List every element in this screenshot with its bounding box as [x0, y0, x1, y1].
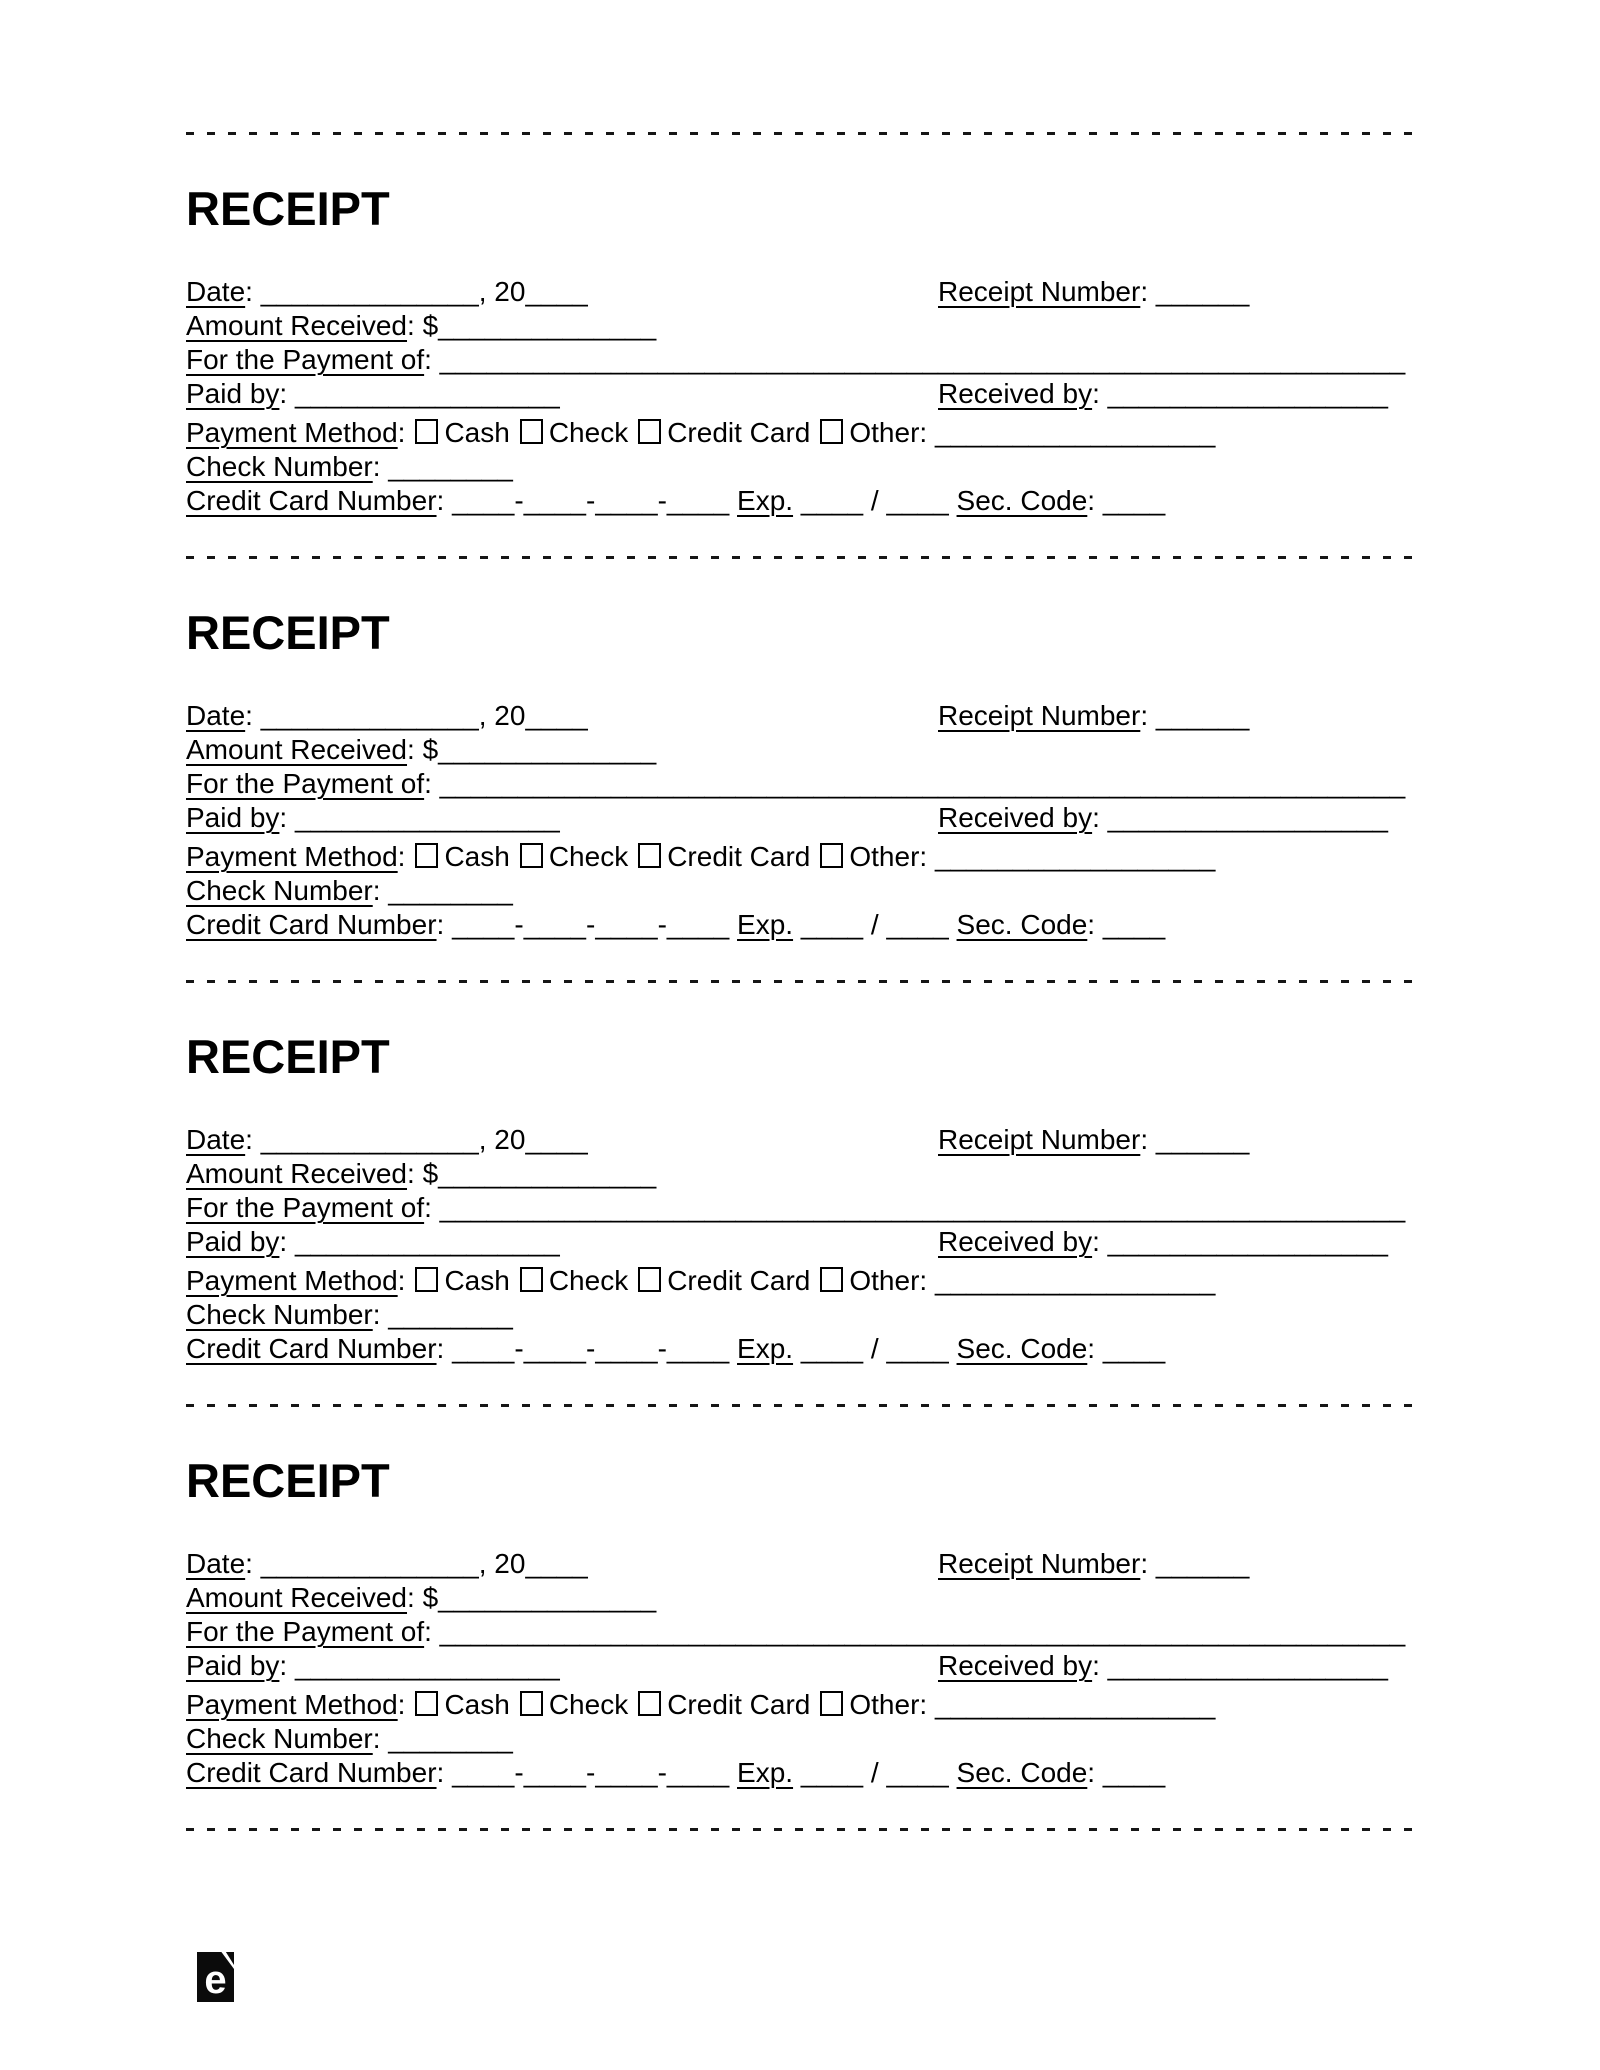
sec-code-blank-field[interactable]: ____: [1102, 1757, 1166, 1788]
other-checkbox[interactable]: [820, 1267, 843, 1292]
label-colon: :: [436, 1333, 445, 1364]
payment-of-blank-field[interactable]: ______________________________________________________________: [439, 1192, 1406, 1223]
paid-by-blank-field[interactable]: _________________: [294, 378, 560, 409]
other-checkbox[interactable]: [820, 1691, 843, 1716]
check-number-row: [186, 1298, 1400, 1332]
method-option-other-label: Other:: [849, 1265, 928, 1296]
sec-code-label: Sec. Code: [956, 909, 1088, 940]
payment-of-row: [186, 1615, 1406, 1649]
method-option-other-label: Other:: [849, 417, 928, 448]
method-option-check: Check: [548, 841, 629, 872]
label-colon: :: [397, 1689, 406, 1720]
receipt-number-group: [938, 699, 1249, 733]
credit-card-checkbox[interactable]: [638, 419, 661, 444]
received-by-blank-field[interactable]: __________________: [1107, 802, 1388, 833]
method-option-other-label: Other:: [849, 841, 928, 872]
label-colon: :: [424, 1192, 432, 1223]
check-number-label: Check Number: [186, 1723, 373, 1754]
receipt-number-group: [938, 1547, 1249, 1581]
method-option-check: Check: [548, 1689, 629, 1720]
method-option-cash: Cash: [444, 841, 510, 872]
other-blank-field[interactable]: __________________: [934, 1265, 1216, 1296]
receipt-number-blank-field[interactable]: ______: [1155, 1124, 1250, 1155]
label-colon: :: [1140, 700, 1149, 731]
exp-label: Exp.: [737, 1757, 794, 1788]
receipt-number-blank-field[interactable]: ______: [1155, 276, 1250, 307]
receipt-list: [186, 132, 1414, 1828]
label-colon: :: [279, 802, 288, 833]
receipt-number-label: Receipt Number: [938, 276, 1141, 307]
currency-symbol: $: [422, 734, 439, 765]
received-by-blank-field[interactable]: __________________: [1107, 1650, 1388, 1681]
date-row: [186, 1123, 1400, 1157]
label-colon: :: [279, 1226, 288, 1257]
label-colon: :: [245, 1124, 253, 1155]
year-blank-field[interactable]: ____: [525, 1548, 588, 1579]
check-number-blank-field[interactable]: ________: [388, 1723, 513, 1754]
label-colon: :: [397, 417, 406, 448]
year-blank-field[interactable]: ____: [525, 700, 588, 731]
date-blank-field[interactable]: ______________: [260, 1124, 479, 1155]
logo-letter: e: [204, 1958, 227, 2002]
eforms-logo: [197, 1952, 234, 2002]
label-colon: :: [245, 276, 253, 307]
exp-year-blank-field[interactable]: ____: [886, 909, 949, 940]
credit-card-blank-field[interactable]: ____-____-____-____: [452, 485, 730, 516]
label-colon: :: [397, 841, 406, 872]
date-label: Date: [186, 700, 246, 731]
payment-method-label: Payment Method: [186, 1689, 398, 1720]
paid-by-row: [186, 377, 1400, 411]
credit-card-checkbox[interactable]: [638, 843, 661, 868]
paid-by-row: [186, 1225, 1400, 1259]
amount-row: [186, 733, 1400, 767]
label-colon: :: [372, 451, 381, 482]
amount-blank-field[interactable]: ______________: [438, 1582, 657, 1613]
check-number-label: Check Number: [186, 875, 373, 906]
paid-by-label: Paid by: [186, 1226, 280, 1257]
label-colon: :: [424, 344, 432, 375]
paid-by-row: [186, 801, 1400, 835]
receipt-fields: [186, 275, 1406, 518]
dashed-separator: [186, 980, 1414, 983]
amount-received-label: Amount Received: [186, 310, 408, 341]
amount-blank-field[interactable]: ______________: [438, 310, 657, 341]
payment-method-row: [186, 1264, 1400, 1298]
payment-of-blank-field[interactable]: ______________________________________________________________: [439, 344, 1406, 375]
year-blank-field[interactable]: ____: [525, 1124, 588, 1155]
exp-month-blank-field[interactable]: ____: [800, 1757, 864, 1788]
exp-slash: /: [870, 909, 879, 940]
currency-symbol: $: [422, 1582, 439, 1613]
year-prefix: , 20: [478, 276, 526, 307]
dashed-separator: [186, 132, 1414, 135]
method-option-credit-card: Credit Card: [667, 417, 811, 448]
dashed-separator: [186, 1828, 1414, 1831]
payment-method-label: Payment Method: [186, 841, 398, 872]
received-by-group: [938, 801, 1388, 835]
check-number-label: Check Number: [186, 1299, 373, 1330]
exp-label: Exp.: [737, 1333, 794, 1364]
exp-label: Exp.: [737, 909, 794, 940]
payment-of-blank-field[interactable]: ______________________________________________________________: [439, 768, 1406, 799]
received-by-group: [938, 1649, 1388, 1683]
receipt-number-blank-field[interactable]: ______: [1155, 1548, 1250, 1579]
check-checkbox[interactable]: [520, 843, 543, 868]
receipt-title: RECEIPT: [186, 182, 390, 235]
receipt-number-group: [938, 275, 1249, 309]
currency-symbol: $: [422, 1158, 439, 1189]
credit-card-row: [186, 484, 1400, 518]
payment-of-label: For the Payment of: [186, 344, 425, 375]
method-option-cash: Cash: [444, 1689, 510, 1720]
receipt-fields: [186, 1547, 1406, 1790]
paid-by-blank-field[interactable]: _________________: [294, 1650, 560, 1681]
receipt-section: [186, 132, 1414, 556]
label-colon: :: [407, 734, 415, 765]
label-colon: :: [1140, 1548, 1149, 1579]
receipt-title: RECEIPT: [186, 1454, 390, 1507]
payment-of-blank-field[interactable]: ______________________________________________________________: [439, 1616, 1406, 1647]
received-by-group: [938, 377, 1388, 411]
amount-row: [186, 1157, 1400, 1191]
sec-code-label: Sec. Code: [956, 1757, 1088, 1788]
dashed-separator: [186, 556, 1414, 559]
receipt-number-group: [938, 1123, 1249, 1157]
year-prefix: , 20: [478, 1124, 526, 1155]
credit-card-checkbox[interactable]: [638, 1267, 661, 1292]
receipt-fields: [186, 699, 1406, 942]
received-by-label: Received by: [938, 802, 1093, 833]
receipt-section: [186, 1404, 1414, 1828]
payment-method-label: Payment Method: [186, 1265, 398, 1296]
label-colon: :: [397, 1265, 406, 1296]
method-option-cash: Cash: [444, 1265, 510, 1296]
label-colon: :: [436, 909, 445, 940]
paid-by-blank-field[interactable]: _________________: [294, 1226, 560, 1257]
paid-by-label: Paid by: [186, 1650, 280, 1681]
credit-card-number-label: Credit Card Number: [186, 1333, 437, 1364]
payment-of-label: For the Payment of: [186, 768, 425, 799]
credit-card-row: [186, 908, 1400, 942]
credit-card-blank-field[interactable]: ____-____-____-____: [452, 1333, 730, 1364]
check-number-blank-field[interactable]: ________: [388, 451, 513, 482]
method-option-credit-card: Credit Card: [667, 1689, 811, 1720]
label-colon: :: [1087, 485, 1096, 516]
payment-method-row: [186, 1688, 1400, 1722]
check-number-label: Check Number: [186, 451, 373, 482]
exp-slash: /: [870, 1757, 879, 1788]
date-label: Date: [186, 1548, 246, 1579]
receipt-section: [186, 980, 1414, 1404]
credit-card-number-label: Credit Card Number: [186, 909, 437, 940]
exp-slash: /: [870, 485, 879, 516]
amount-blank-field[interactable]: ______________: [438, 1158, 657, 1189]
method-option-check: Check: [548, 1265, 629, 1296]
payment-of-row: [186, 767, 1406, 801]
label-colon: :: [1140, 1124, 1149, 1155]
sec-code-blank-field[interactable]: ____: [1102, 485, 1166, 516]
date-label: Date: [186, 276, 246, 307]
label-colon: :: [245, 700, 253, 731]
label-colon: :: [407, 1582, 415, 1613]
label-colon: :: [1092, 378, 1100, 409]
credit-card-row: [186, 1756, 1400, 1790]
other-blank-field[interactable]: __________________: [934, 841, 1216, 872]
label-colon: :: [1140, 276, 1149, 307]
exp-year-blank-field[interactable]: ____: [886, 1757, 949, 1788]
amount-received-label: Amount Received: [186, 1582, 408, 1613]
exp-label: Exp.: [737, 485, 794, 516]
label-colon: :: [1087, 909, 1096, 940]
year-prefix: , 20: [478, 700, 526, 731]
year-prefix: , 20: [478, 1548, 526, 1579]
currency-symbol: $: [422, 310, 439, 341]
label-colon: :: [407, 1158, 415, 1189]
date-blank-field[interactable]: ______________: [260, 276, 479, 307]
label-colon: :: [424, 1616, 432, 1647]
check-checkbox[interactable]: [520, 1267, 543, 1292]
other-checkbox[interactable]: [820, 419, 843, 444]
amount-received-label: Amount Received: [186, 1158, 408, 1189]
label-colon: :: [1092, 802, 1100, 833]
amount-blank-field[interactable]: ______________: [438, 734, 657, 765]
check-checkbox[interactable]: [520, 419, 543, 444]
label-colon: :: [245, 1548, 253, 1579]
exp-year-blank-field[interactable]: ____: [886, 1333, 949, 1364]
other-blank-field[interactable]: __________________: [934, 417, 1216, 448]
received-by-group: [938, 1225, 1388, 1259]
payment-of-label: For the Payment of: [186, 1192, 425, 1223]
date-blank-field[interactable]: ______________: [260, 700, 479, 731]
other-blank-field[interactable]: __________________: [934, 1689, 1216, 1720]
credit-card-row: [186, 1332, 1400, 1366]
check-number-blank-field[interactable]: ________: [388, 1299, 513, 1330]
date-label: Date: [186, 1124, 246, 1155]
label-colon: :: [436, 1757, 445, 1788]
amount-row: [186, 309, 1400, 343]
sec-code-blank-field[interactable]: ____: [1102, 1333, 1166, 1364]
paid-by-blank-field[interactable]: _________________: [294, 802, 560, 833]
method-option-credit-card: Credit Card: [667, 841, 811, 872]
exp-year-blank-field[interactable]: ____: [886, 485, 949, 516]
label-colon: :: [436, 485, 445, 516]
payment-of-row: [186, 1191, 1406, 1225]
credit-card-blank-field[interactable]: ____-____-____-____: [452, 909, 730, 940]
label-colon: :: [279, 1650, 288, 1681]
payment-method-row: [186, 840, 1400, 874]
check-number-blank-field[interactable]: ________: [388, 875, 513, 906]
check-checkbox[interactable]: [520, 1691, 543, 1716]
label-colon: :: [1087, 1757, 1096, 1788]
label-colon: :: [372, 875, 381, 906]
credit-card-checkbox[interactable]: [638, 1691, 661, 1716]
label-colon: :: [1092, 1226, 1100, 1257]
check-number-row: [186, 874, 1400, 908]
other-checkbox[interactable]: [820, 843, 843, 868]
check-number-row: [186, 450, 1400, 484]
exp-month-blank-field[interactable]: ____: [800, 1333, 864, 1364]
date-row: [186, 699, 1400, 733]
received-by-label: Received by: [938, 1650, 1093, 1681]
label-colon: :: [372, 1299, 381, 1330]
received-by-blank-field[interactable]: __________________: [1107, 378, 1388, 409]
receipt-number-blank-field[interactable]: ______: [1155, 700, 1250, 731]
label-colon: :: [1092, 1650, 1100, 1681]
receipt-fields: [186, 1123, 1406, 1366]
dashed-separator: [186, 1404, 1414, 1407]
exp-slash: /: [870, 1333, 879, 1364]
credit-card-blank-field[interactable]: ____-____-____-____: [452, 1757, 730, 1788]
receipt-section: [186, 556, 1414, 980]
paid-by-label: Paid by: [186, 378, 280, 409]
date-row: [186, 275, 1400, 309]
paid-by-label: Paid by: [186, 802, 280, 833]
receipt-number-label: Receipt Number: [938, 1124, 1141, 1155]
payment-of-row: [186, 343, 1406, 377]
method-option-check: Check: [548, 417, 629, 448]
sec-code-label: Sec. Code: [956, 1333, 1088, 1364]
receipt-title: RECEIPT: [186, 606, 390, 659]
label-colon: :: [1087, 1333, 1096, 1364]
method-option-credit-card: Credit Card: [667, 1265, 811, 1296]
credit-card-number-label: Credit Card Number: [186, 485, 437, 516]
label-colon: :: [424, 768, 432, 799]
receipt-number-label: Receipt Number: [938, 1548, 1141, 1579]
payment-method-label: Payment Method: [186, 417, 398, 448]
method-option-cash: Cash: [444, 417, 510, 448]
paid-by-row: [186, 1649, 1400, 1683]
sec-code-label: Sec. Code: [956, 485, 1088, 516]
cash-checkbox[interactable]: [415, 419, 438, 444]
exp-month-blank-field[interactable]: ____: [800, 485, 864, 516]
label-colon: :: [372, 1723, 381, 1754]
year-blank-field[interactable]: ____: [525, 276, 588, 307]
label-colon: :: [407, 310, 415, 341]
exp-month-blank-field[interactable]: ____: [800, 909, 864, 940]
method-option-other-label: Other:: [849, 1689, 928, 1720]
payment-of-label: For the Payment of: [186, 1616, 425, 1647]
date-blank-field[interactable]: ______________: [260, 1548, 479, 1579]
amount-row: [186, 1581, 1400, 1615]
receipt-number-label: Receipt Number: [938, 700, 1141, 731]
payment-method-row: [186, 416, 1400, 450]
receipt-title: RECEIPT: [186, 1030, 390, 1083]
amount-received-label: Amount Received: [186, 734, 408, 765]
sec-code-blank-field[interactable]: ____: [1102, 909, 1166, 940]
cash-checkbox[interactable]: [415, 1267, 438, 1292]
received-by-label: Received by: [938, 378, 1093, 409]
cash-checkbox[interactable]: [415, 1691, 438, 1716]
check-number-row: [186, 1722, 1400, 1756]
date-row: [186, 1547, 1400, 1581]
label-colon: :: [279, 378, 288, 409]
cash-checkbox[interactable]: [415, 843, 438, 868]
credit-card-number-label: Credit Card Number: [186, 1757, 437, 1788]
received-by-label: Received by: [938, 1226, 1093, 1257]
received-by-blank-field[interactable]: __________________: [1107, 1226, 1388, 1257]
